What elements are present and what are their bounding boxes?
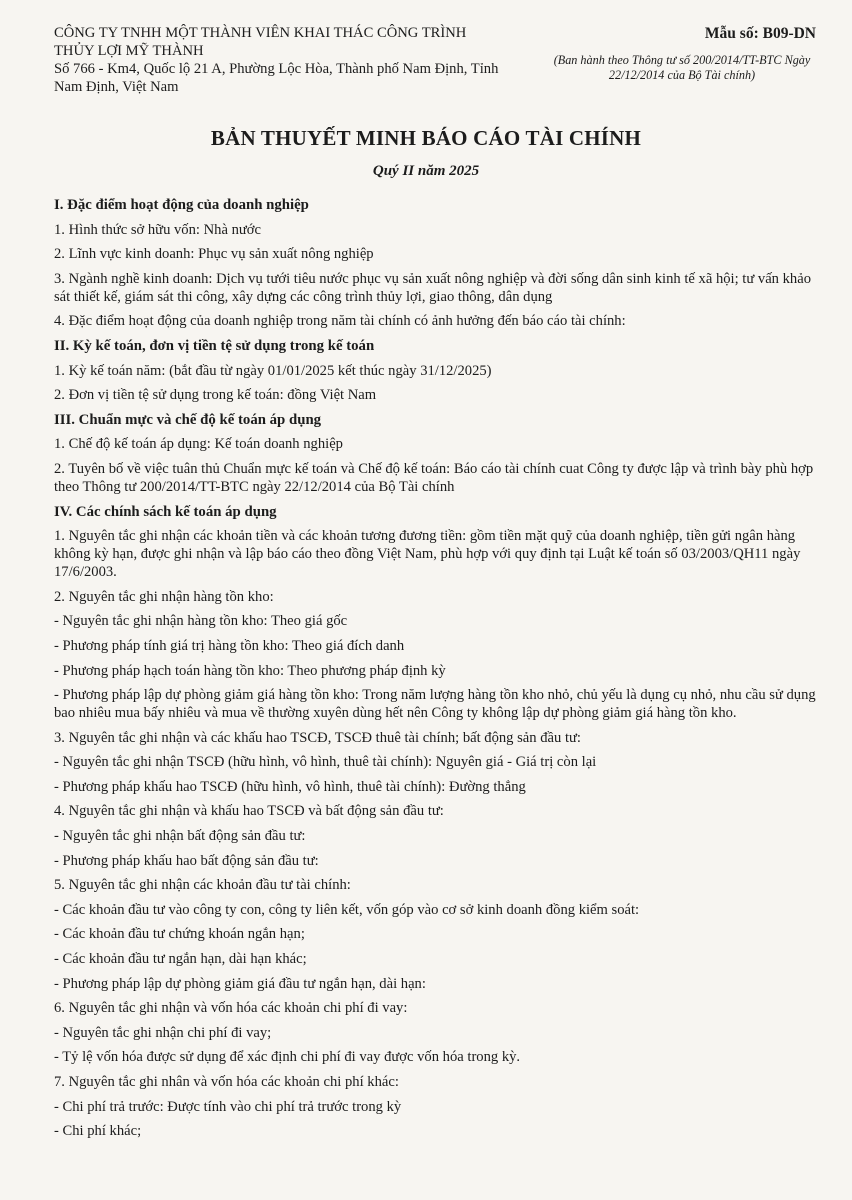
- paragraph: - Phương pháp hạch toán hàng tồn kho: Theo phương pháp định kỳ: [54, 662, 446, 679]
- paragraph: - Chi phí khác;: [54, 1123, 142, 1140]
- paragraph: 6. Nguyên tắc ghi nhận và vốn hóa các khoản chi phí đi vay:: [54, 1000, 408, 1017]
- document-title: BẢN THUYẾT MINH BÁO CÁO TÀI CHÍNH: [210, 126, 642, 150]
- paragraph: - Nguyên tắc ghi nhận TSCĐ (hữu hình, vô hình, thuê tài chính): Nguyên giá - Giá trị còn lại: [54, 754, 597, 771]
- section-heading: II. Kỳ kế toán, đơn vị tiền tệ sử dụng trong kế toán: [54, 337, 375, 354]
- company-name-line-1: CÔNG TY TNHH MỘT THÀNH VIÊN KHAI THÁC CÔNG TRÌNH: [54, 25, 467, 41]
- paragraph: 1. Kỳ kế toán năm: (bắt đầu từ ngày 01/01/2025 kết thúc ngày 31/12/2025): [54, 362, 492, 379]
- paragraph: 2. Đơn vị tiền tệ sử dụng trong kế toán: đồng Việt Nam: [54, 387, 377, 404]
- paragraph: - Phương pháp lập dự phòng giảm giá đầu tư ngắn hạn, dài hạn:: [54, 975, 426, 992]
- paragraph: - Tỷ lệ vốn hóa được sử dụng để xác định chi phí đi vay được vốn hóa trong kỳ.: [54, 1049, 521, 1066]
- paragraph: - Nguyên tắc ghi nhận chi phí đi vay;: [54, 1024, 272, 1041]
- company-address-line-1: Số 766 - Km4, Quốc lộ 21 A, Phường Lộc Hòa, Thành phố Nam Định, Tỉnh: [54, 61, 499, 77]
- paragraph: 5. Nguyên tắc ghi nhận các khoản đầu tư tài chính:: [54, 877, 351, 894]
- document-body: [54, 196, 830, 1147]
- paragraph: 3. Nguyên tắc ghi nhận và các khấu hao TSCĐ, TSCĐ thuê tài chính; bất động sản đầu tư:: [54, 729, 581, 746]
- paragraph: - Phương pháp tính giá trị hàng tồn kho: Theo giá đích danh: [54, 637, 405, 654]
- paragraph: 1. Chế độ kế toán áp dụng: Kế toán doanh nghiệp: [54, 436, 343, 453]
- form-number: Mẫu số: B09-DN: [704, 25, 816, 42]
- company-info: [54, 24, 554, 96]
- paragraph: 4. Nguyên tắc ghi nhận và khấu hao TSCĐ và bất động sản đầu tư:: [54, 803, 444, 820]
- paragraph: - Các khoản đầu tư chứng khoán ngắn hạn;: [54, 926, 305, 943]
- paragraph: - Phương pháp khấu hao TSCĐ (hữu hình, vô hình, thuê tài chính): Đường thẳng: [54, 778, 526, 795]
- section-heading: IV. Các chính sách kế toán áp dụng: [54, 503, 277, 520]
- paragraph: 4. Đặc điểm hoạt động của doanh nghiệp trong năm tài chính có ảnh hưởng đến báo cáo tài chính:: [54, 313, 626, 330]
- paragraph: - Nguyên tắc ghi nhận bất động sản đầu tư:: [54, 828, 306, 845]
- form-note: (Ban hành theo Thông tư số 200/2014/TT-BTC Ngày 22/12/2014 của Bộ Tài chính): [553, 53, 811, 82]
- form-info: [520, 24, 838, 83]
- paragraph: 7. Nguyên tắc ghi nhân và vốn hóa các khoản chi phí khác:: [54, 1074, 399, 1090]
- company-name-line-2: THỦY LỢI MỸ THÀNH: [54, 43, 204, 59]
- paragraph: 1. Nguyên tắc ghi nhận các khoản tiền và các khoản tương đương tiền: gồm tiền mặt quỹ của doanh nghiệp, tiền gửi ngân hàng không kỳ hạn, được ghi nhận và lập báo cáo theo đồng Việt Nam, phù hợp với quy định tại Luật kế toán số 03/2003/QH11 ngày 17/6/2003.: [54, 528, 801, 581]
- section-heading: III. Chuẩn mực và chế độ kế toán áp dụng: [54, 411, 322, 428]
- paragraph: - Các khoản đầu tư ngắn hạn, dài hạn khác;: [54, 951, 307, 968]
- paragraph: 2. Lĩnh vực kinh doanh: Phục vụ sản xuất nông nghiệp: [54, 246, 374, 263]
- company-address-line-2: Nam Định, Việt Nam: [54, 79, 179, 95]
- paragraph: 3. Ngành nghề kinh doanh: Dịch vụ tưới tiêu nước phục vụ sản xuất nông nghiệp và đời sống dân sinh kinh tế xã hội; tư vấn khảo sát thiết kế, giám sát thi công, xây dựng các công trình thủy lợi, giao thông, dân dụng: [54, 270, 811, 305]
- paragraph: 2. Tuyên bố về việc tuân thủ Chuẩn mực kế toán và Chế độ kế toán: Báo cáo tài chính cuat Công ty được lập và trình bày phù hợp theo Thông tư 200/2014/TT-BTC ngày 22/12/2014 của Bộ Tài chính: [54, 460, 814, 495]
- section-heading: I. Đặc điểm hoạt động của doanh nghiệp: [54, 197, 309, 213]
- paragraph: 2. Nguyên tắc ghi nhận hàng tồn kho:: [54, 588, 274, 605]
- paragraph: 1. Hình thức sở hữu vốn: Nhà nước: [54, 221, 261, 238]
- paragraph: - Chi phí trả trước: Được tính vào chi phí trả trước trong kỳ: [54, 1098, 402, 1115]
- document-subtitle: Quý II năm 2025: [372, 163, 480, 179]
- paragraph: - Các khoản đầu tư vào công ty con, công ty liên kết, vốn góp vào cơ sở kinh doanh đồng kiểm soát:: [54, 901, 640, 918]
- paragraph: - Phương pháp khấu hao bất động sản đầu tư:: [54, 852, 319, 869]
- paragraph: - Nguyên tắc ghi nhận hàng tồn kho: Theo giá gốc: [54, 613, 348, 630]
- paragraph: - Phương pháp lập dự phòng giảm giá hàng tồn kho: Trong năm lượng hàng tồn kho nhỏ, chủ yếu là dụng cụ nhỏ, nhu cầu sử dụng bao nhiêu mua bấy nhiêu và mua về thường xuyên dùng hết nên Công ty không lập dự phòng giảm giá hàng tồn kho.: [54, 687, 816, 722]
